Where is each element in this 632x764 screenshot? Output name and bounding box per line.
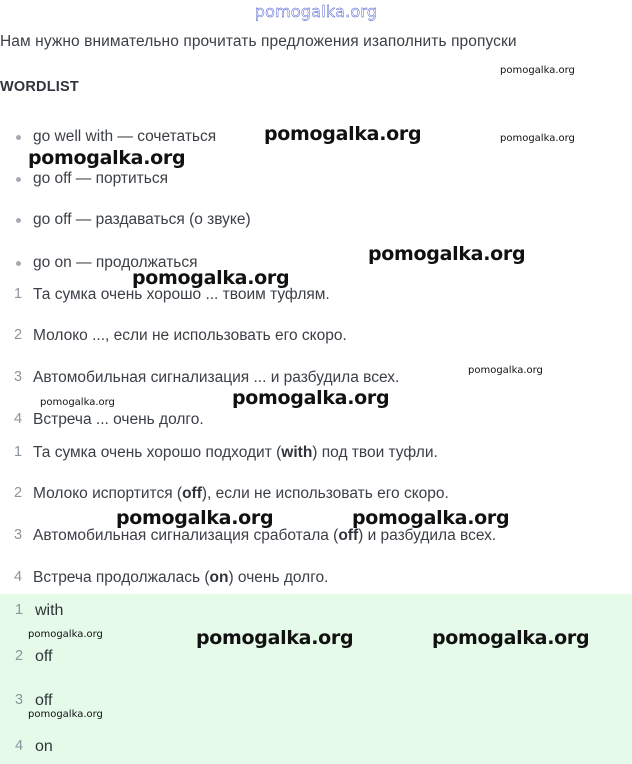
answer-number: 2 (15, 648, 24, 664)
question-text: Молоко ..., если не использовать его скоро. (33, 327, 347, 344)
wordlist-item (16, 128, 216, 146)
watermark: pomogalka.org (116, 507, 274, 529)
answer-row (15, 602, 63, 620)
answer-text: off (35, 648, 53, 665)
filled-text: Автомобильная сигнализация сработала (off) и разбудила всех. (33, 527, 497, 544)
watermark: pomogalka.org (28, 709, 103, 720)
answer-text: on (35, 738, 53, 755)
answer-number: 1 (15, 602, 24, 618)
filled-number: 1 (14, 444, 23, 460)
intro-text: Нам нужно внимательно прочитать предложения изаполнить пропуски (0, 33, 517, 50)
watermark: pomogalka.org (468, 365, 543, 376)
bullet-icon (16, 218, 21, 223)
filled-text: Молоко испортится (off), если не использовать его скоро. (33, 485, 449, 502)
watermark: pomogalka.org (368, 243, 526, 265)
bullet-icon (16, 177, 21, 182)
bullet-icon (16, 261, 21, 266)
watermark: pomogalka.org (40, 397, 115, 408)
filled-key: on (209, 569, 229, 586)
filled-key: with (281, 444, 313, 461)
watermark: pomogalka.org (264, 123, 422, 145)
watermark: pomogalka.org (132, 267, 290, 289)
filled-row (14, 444, 438, 462)
filled-key: off (338, 527, 359, 544)
wordlist-title: WORDLIST (0, 79, 79, 95)
question-text: Та сумка очень хорошо ... твоим туфлям. (33, 286, 330, 303)
wordlist-item-text: go on — продолжаться (33, 254, 198, 271)
filled-row (14, 527, 496, 545)
filled-row (14, 485, 449, 503)
answers-panel (0, 594, 632, 764)
answer-number: 4 (15, 738, 24, 754)
wordlist-item (16, 211, 251, 229)
question-text: Встреча ... очень долго. (33, 411, 204, 428)
filled-number: 2 (14, 485, 23, 501)
watermark: pomogalka.org (28, 147, 186, 169)
question-row (14, 369, 399, 387)
question-number: 1 (14, 286, 23, 302)
answer-row (15, 692, 53, 710)
question-row (14, 411, 204, 429)
question-number: 4 (14, 411, 23, 427)
wordlist-item-text: go well with — сочетаться (33, 128, 217, 145)
watermark: pomogalka.org (28, 629, 103, 640)
watermark: pomogalka.org (196, 627, 354, 649)
filled-text: Та сумка очень хорошо подходит (with) под твои туфли. (33, 444, 438, 461)
answer-row (15, 648, 53, 666)
watermark: pomogalka.org (432, 627, 590, 649)
wordlist-item-text: go off — раздаваться (о звуке) (33, 211, 251, 228)
watermark: pomogalka.org (500, 65, 575, 76)
bullet-icon (16, 135, 21, 140)
answer-text: off (35, 692, 53, 709)
filled-text: Встреча продолжалась (on) очень долго. (33, 569, 329, 586)
watermark: pomogalka.org (352, 507, 510, 529)
question-number: 2 (14, 327, 23, 343)
wordlist-item-text: go off — портиться (33, 170, 168, 187)
filled-row (14, 569, 328, 587)
filled-number: 4 (14, 569, 23, 585)
wordlist-item (16, 170, 168, 188)
filled-number: 3 (14, 527, 23, 543)
watermark: pomogalka.org (232, 387, 390, 409)
answer-row (15, 738, 53, 756)
watermark: pomogalka.org (500, 133, 575, 144)
question-number: 3 (14, 369, 23, 385)
answer-text: with (35, 602, 64, 619)
answer-number: 3 (15, 692, 24, 708)
question-row (14, 327, 347, 345)
filled-key: off (182, 485, 202, 502)
question-text: Автомобильная сигнализация ... и разбудила всех. (33, 369, 400, 386)
header-watermark: pomogalka.org (254, 2, 378, 21)
